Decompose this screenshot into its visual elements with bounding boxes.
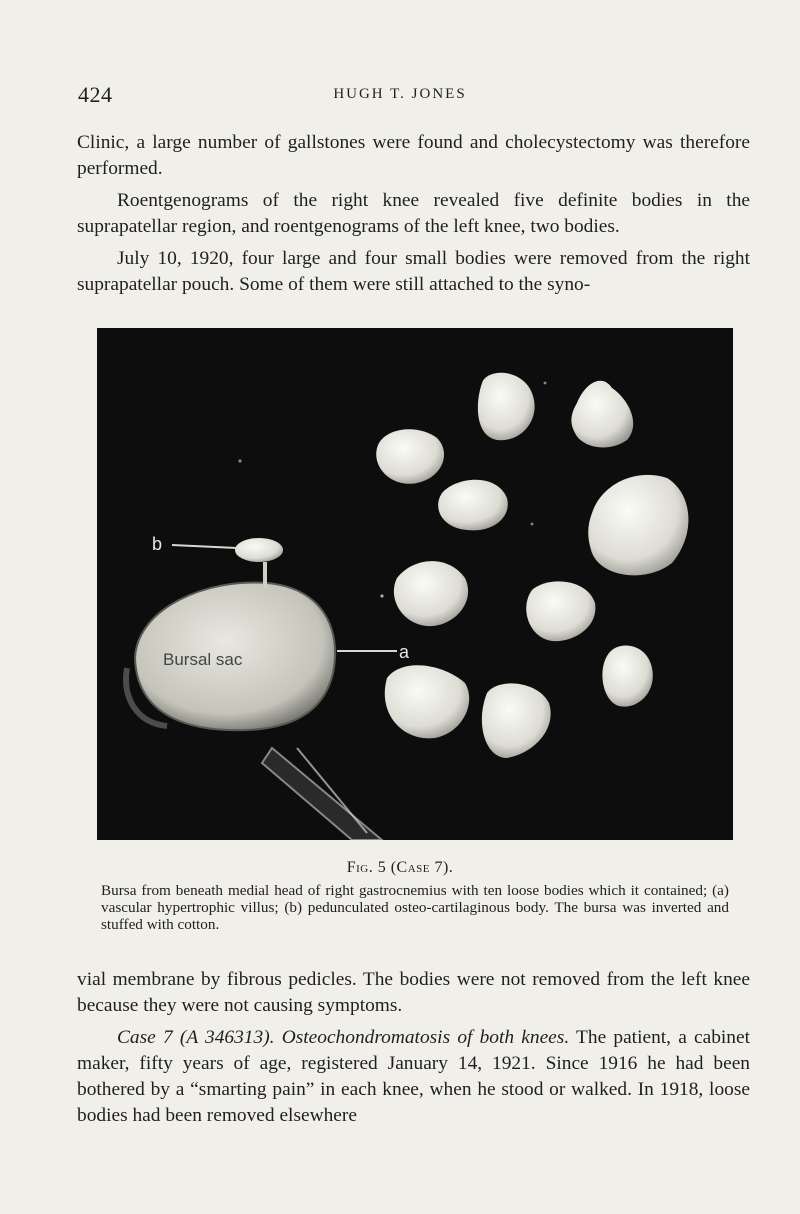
running-head: HUGH T. JONES	[333, 86, 467, 102]
case-text: The patient, a cabinet maker, fifty years of age, registered January 14, 1921. Since 1916 he had been bothered by a “smarting pain” in each knee, when he stood or walked. In 1918, loose bodies had been removed elsewhere	[77, 1027, 750, 1126]
page-number: 424	[78, 82, 113, 107]
label-b: b	[152, 534, 163, 554]
paragraph: Roentgenograms of the right knee revealed five definite bodies in the suprapatellar region, and roentgenograms of the left knee, two bodies.	[77, 190, 750, 237]
case-heading: Case 7 (A 346313). Osteochondromatosis of both knees.	[117, 1027, 570, 1048]
top-body-text	[77, 130, 750, 298]
bursal-sac-label: Bursal sac	[163, 650, 243, 669]
figure-caption-text: Bursa from beneath medial head of right gastrocnemius with ten loose bodies which it contained; (a) vascular hypertrophic villus; (b) pedunculated osteo-cartilaginous body. The bursa was inverted and stuffed with cotton.	[101, 882, 729, 933]
paragraph: vial membrane by fibrous pedicles. The bodies were not removed from the left knee because they were not causing symptoms.	[77, 969, 750, 1016]
paragraph: Clinic, a large number of gallstones were found and cholecystectomy was therefore performed.	[77, 132, 750, 179]
figure-photo	[97, 328, 733, 840]
paragraph: July 10, 1920, four large and four small bodies were removed from the right suprapatellar pouch. Some of them were still attached to the syno-	[77, 248, 750, 295]
paragraph	[77, 1025, 750, 1129]
bottom-body-text	[77, 967, 750, 1129]
figure-caption-title: Fig. 5 (Case 7).	[346, 859, 454, 876]
label-a: a	[399, 642, 410, 662]
